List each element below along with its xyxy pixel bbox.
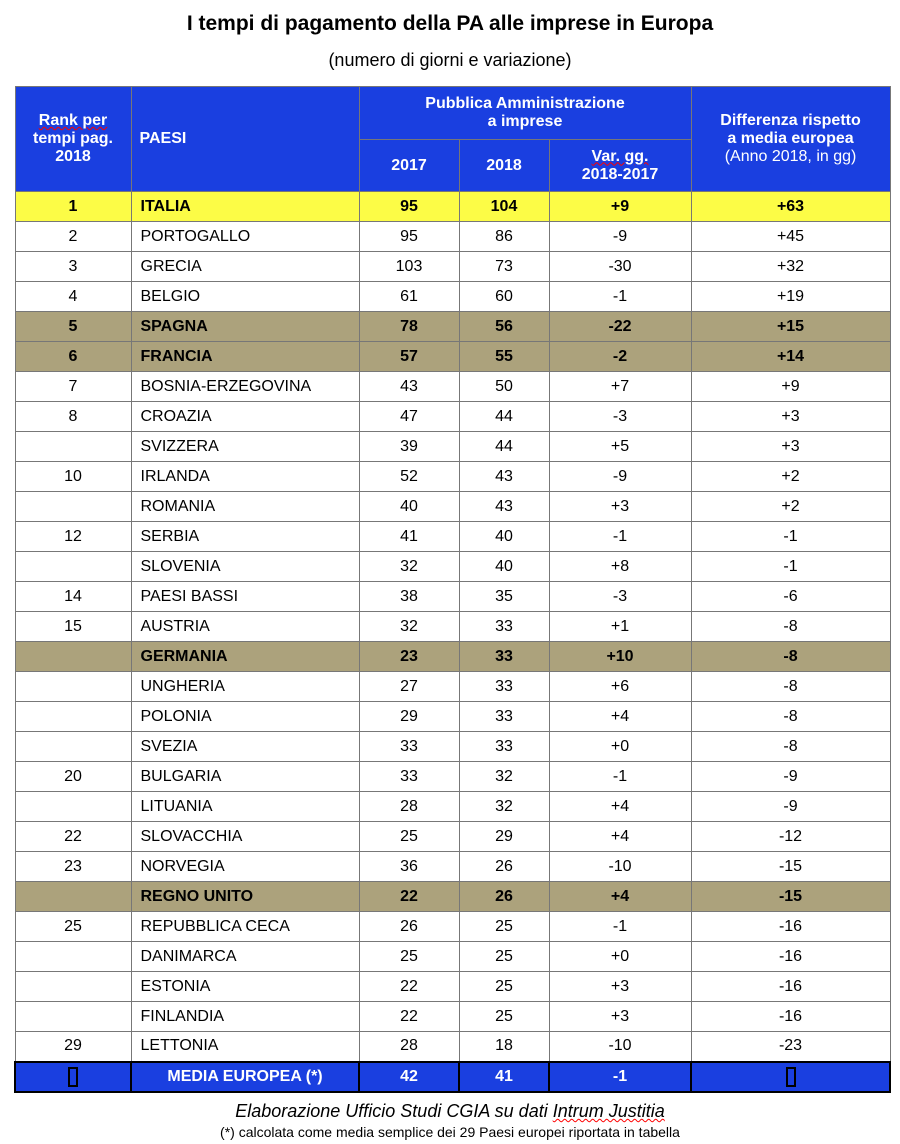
header-paesi: PAESI [131, 87, 359, 192]
rank-cell: 12 [15, 522, 131, 552]
rank-cell [15, 1002, 131, 1032]
header-diff: Differenza rispetto a media europea (Anno 2018, in gg) [691, 87, 890, 192]
value-2018-cell: 43 [459, 462, 549, 492]
country-cell: BOSNIA-ERZEGOVINA [131, 372, 359, 402]
header-rank: Rank per tempi pag. 2018 [15, 87, 131, 192]
variation-cell: -1 [549, 762, 691, 792]
table-row [15, 852, 890, 882]
difference-cell: +63 [691, 192, 890, 222]
rank-cell: 22 [15, 822, 131, 852]
country-cell: NORVEGIA [131, 852, 359, 882]
value-2018-cell: 104 [459, 192, 549, 222]
difference-cell: +3 [691, 432, 890, 462]
rank-cell [15, 882, 131, 912]
variation-cell: +3 [549, 492, 691, 522]
table-row [15, 432, 890, 462]
variation-cell: -3 [549, 402, 691, 432]
table-row [15, 522, 890, 552]
table-row [15, 282, 890, 312]
value-2018-cell: 32 [459, 762, 549, 792]
table-row [15, 582, 890, 612]
difference-cell: +14 [691, 342, 890, 372]
variation-cell: +4 [549, 882, 691, 912]
rank-cell: 5 [15, 312, 131, 342]
country-cell: IRLANDA [131, 462, 359, 492]
placeholder-box-icon [68, 1067, 78, 1087]
variation-cell: -22 [549, 312, 691, 342]
rank-cell: 10 [15, 462, 131, 492]
value-2018-cell: 73 [459, 252, 549, 282]
value-2017-cell: 28 [359, 1032, 459, 1062]
variation-cell: +1 [549, 612, 691, 642]
difference-cell: -9 [691, 792, 890, 822]
value-2017-cell: 22 [359, 972, 459, 1002]
table-row [15, 762, 890, 792]
value-2018-cell: 56 [459, 312, 549, 342]
value-2017-cell: 78 [359, 312, 459, 342]
value-2017-cell: 47 [359, 402, 459, 432]
table-row [15, 972, 890, 1002]
difference-cell: -8 [691, 612, 890, 642]
country-cell: REPUBBLICA CECA [131, 912, 359, 942]
value-2017-cell: 33 [359, 762, 459, 792]
difference-cell: +2 [691, 462, 890, 492]
table-row [15, 672, 890, 702]
rank-cell: 23 [15, 852, 131, 882]
country-cell: UNGHERIA [131, 672, 359, 702]
value-2017-cell: 28 [359, 792, 459, 822]
value-2018-cell: 44 [459, 432, 549, 462]
value-2018-cell: 32 [459, 792, 549, 822]
difference-cell: +15 [691, 312, 890, 342]
value-2018-cell: 40 [459, 522, 549, 552]
difference-cell: -15 [691, 852, 890, 882]
country-cell: GERMANIA [131, 642, 359, 672]
variation-cell: -1 [549, 522, 691, 552]
variation-cell: -3 [549, 582, 691, 612]
value-2018-cell: 29 [459, 822, 549, 852]
difference-cell: +32 [691, 252, 890, 282]
value-2017-cell: 25 [359, 822, 459, 852]
difference-cell: -8 [691, 702, 890, 732]
rank-cell [15, 492, 131, 522]
header-2017: 2017 [359, 140, 459, 192]
table-row [15, 402, 890, 432]
table-row [15, 1002, 890, 1032]
average-var: -1 [549, 1062, 691, 1092]
value-2017-cell: 22 [359, 882, 459, 912]
table-row [15, 612, 890, 642]
average-2018: 41 [459, 1062, 549, 1092]
variation-cell: +4 [549, 792, 691, 822]
average-diff-cell [691, 1062, 890, 1092]
value-2018-cell: 55 [459, 342, 549, 372]
value-2017-cell: 22 [359, 1002, 459, 1032]
rank-cell [15, 672, 131, 702]
difference-cell: -16 [691, 912, 890, 942]
value-2017-cell: 39 [359, 432, 459, 462]
value-2018-cell: 33 [459, 612, 549, 642]
rank-cell: 20 [15, 762, 131, 792]
difference-cell: -23 [691, 1032, 890, 1062]
rank-cell: 15 [15, 612, 131, 642]
table-row [15, 372, 890, 402]
table-row [15, 792, 890, 822]
country-cell: CROAZIA [131, 402, 359, 432]
variation-cell: +5 [549, 432, 691, 462]
value-2017-cell: 36 [359, 852, 459, 882]
value-2017-cell: 57 [359, 342, 459, 372]
average-2017: 42 [359, 1062, 459, 1092]
variation-cell: +6 [549, 672, 691, 702]
rank-cell [15, 702, 131, 732]
difference-cell: -9 [691, 762, 890, 792]
value-2018-cell: 26 [459, 852, 549, 882]
rank-cell: 6 [15, 342, 131, 372]
value-2018-cell: 40 [459, 552, 549, 582]
value-2017-cell: 32 [359, 612, 459, 642]
variation-cell: -30 [549, 252, 691, 282]
difference-cell: -1 [691, 522, 890, 552]
value-2018-cell: 25 [459, 972, 549, 1002]
difference-cell: -8 [691, 672, 890, 702]
country-cell: ESTONIA [131, 972, 359, 1002]
variation-cell: -10 [549, 852, 691, 882]
table-row [15, 222, 890, 252]
variation-cell: -9 [549, 462, 691, 492]
value-2018-cell: 25 [459, 912, 549, 942]
value-2017-cell: 43 [359, 372, 459, 402]
table-row [15, 492, 890, 522]
table-row [15, 942, 890, 972]
variation-cell: +3 [549, 972, 691, 1002]
value-2017-cell: 38 [359, 582, 459, 612]
variation-cell: +7 [549, 372, 691, 402]
rank-cell: 3 [15, 252, 131, 282]
country-cell: GRECIA [131, 252, 359, 282]
table-row [15, 912, 890, 942]
variation-cell: -10 [549, 1032, 691, 1062]
variation-cell: -9 [549, 222, 691, 252]
value-2018-cell: 43 [459, 492, 549, 522]
value-2017-cell: 95 [359, 222, 459, 252]
value-2017-cell: 103 [359, 252, 459, 282]
country-cell: SLOVENIA [131, 552, 359, 582]
variation-cell: -1 [549, 282, 691, 312]
country-cell: POLONIA [131, 702, 359, 732]
payment-times-table [14, 86, 891, 1093]
difference-cell: +19 [691, 282, 890, 312]
difference-cell: +3 [691, 402, 890, 432]
value-2017-cell: 25 [359, 942, 459, 972]
variation-cell: +9 [549, 192, 691, 222]
value-2017-cell: 33 [359, 732, 459, 762]
country-cell: ITALIA [131, 192, 359, 222]
rank-cell [15, 642, 131, 672]
difference-cell: -15 [691, 882, 890, 912]
table-row [15, 882, 890, 912]
country-cell: AUSTRIA [131, 612, 359, 642]
country-cell: SLOVACCHIA [131, 822, 359, 852]
variation-cell: +8 [549, 552, 691, 582]
value-2018-cell: 44 [459, 402, 549, 432]
table-row [15, 342, 890, 372]
placeholder-box-icon [786, 1067, 796, 1087]
rank-cell: 25 [15, 912, 131, 942]
variation-cell: -2 [549, 342, 691, 372]
value-2018-cell: 33 [459, 702, 549, 732]
value-2018-cell: 33 [459, 732, 549, 762]
table-row [15, 1032, 890, 1062]
rank-cell: 7 [15, 372, 131, 402]
value-2017-cell: 27 [359, 672, 459, 702]
rank-cell: 8 [15, 402, 131, 432]
rank-cell: 4 [15, 282, 131, 312]
difference-cell: -16 [691, 972, 890, 1002]
country-cell: REGNO UNITO [131, 882, 359, 912]
header-2018: 2018 [459, 140, 549, 192]
average-row [15, 1062, 890, 1092]
country-cell: LITUANIA [131, 792, 359, 822]
value-2017-cell: 61 [359, 282, 459, 312]
table-row [15, 642, 890, 672]
value-2018-cell: 25 [459, 1002, 549, 1032]
value-2017-cell: 23 [359, 642, 459, 672]
variation-cell: +4 [549, 822, 691, 852]
rank-cell: 2 [15, 222, 131, 252]
table-row [15, 462, 890, 492]
difference-cell: -16 [691, 1002, 890, 1032]
country-cell: FRANCIA [131, 342, 359, 372]
value-2017-cell: 26 [359, 912, 459, 942]
difference-cell: -12 [691, 822, 890, 852]
country-cell: ROMANIA [131, 492, 359, 522]
difference-cell: +2 [691, 492, 890, 522]
rank-cell: 29 [15, 1032, 131, 1062]
variation-cell: +10 [549, 642, 691, 672]
country-cell: BULGARIA [131, 762, 359, 792]
value-2018-cell: 18 [459, 1032, 549, 1062]
variation-cell: +3 [549, 1002, 691, 1032]
difference-cell: -8 [691, 642, 890, 672]
header-var: Var. gg. 2018-2017 [549, 140, 691, 192]
table-row [15, 732, 890, 762]
variation-cell: +0 [549, 942, 691, 972]
value-2018-cell: 35 [459, 582, 549, 612]
footnote: (*) calcolata come media semplice dei 29 Paesi europei riportata in tabella [220, 1124, 680, 1140]
value-2017-cell: 29 [359, 702, 459, 732]
page-subtitle: (numero di giorni e variazione) [328, 50, 572, 70]
country-cell: LETTONIA [131, 1032, 359, 1062]
value-2018-cell: 33 [459, 642, 549, 672]
country-cell: BELGIO [131, 282, 359, 312]
value-2017-cell: 95 [359, 192, 459, 222]
rank-cell [15, 732, 131, 762]
country-cell: PAESI BASSI [131, 582, 359, 612]
table-row [15, 192, 890, 222]
variation-cell: +4 [549, 702, 691, 732]
value-2018-cell: 25 [459, 942, 549, 972]
rank-cell [15, 552, 131, 582]
rank-cell [15, 792, 131, 822]
difference-cell: +45 [691, 222, 890, 252]
value-2018-cell: 86 [459, 222, 549, 252]
value-2018-cell: 26 [459, 882, 549, 912]
source-line: Elaborazione Ufficio Studi CGIA su dati Intrum Justitia [235, 1101, 665, 1121]
country-cell: SPAGNA [131, 312, 359, 342]
difference-cell: -16 [691, 942, 890, 972]
table-body [15, 192, 890, 1062]
value-2018-cell: 33 [459, 672, 549, 702]
table-row [15, 252, 890, 282]
rank-cell [15, 942, 131, 972]
value-2017-cell: 52 [359, 462, 459, 492]
country-cell: FINLANDIA [131, 1002, 359, 1032]
table-row [15, 702, 890, 732]
rank-cell: 14 [15, 582, 131, 612]
variation-cell: +0 [549, 732, 691, 762]
average-rank-cell [15, 1062, 131, 1092]
value-2017-cell: 41 [359, 522, 459, 552]
table-row [15, 312, 890, 342]
difference-cell: -8 [691, 732, 890, 762]
page-title: I tempi di pagamento della PA alle imprese in Europa [186, 12, 714, 35]
table-row [15, 552, 890, 582]
country-cell: PORTOGALLO [131, 222, 359, 252]
country-cell: DANIMARCA [131, 942, 359, 972]
country-cell: SERBIA [131, 522, 359, 552]
table-row [15, 822, 890, 852]
rank-cell [15, 972, 131, 1002]
rank-cell [15, 432, 131, 462]
country-cell: SVIZZERA [131, 432, 359, 462]
value-2017-cell: 32 [359, 552, 459, 582]
difference-cell: -6 [691, 582, 890, 612]
country-cell: SVEZIA [131, 732, 359, 762]
value-2017-cell: 40 [359, 492, 459, 522]
rank-cell: 1 [15, 192, 131, 222]
difference-cell: -1 [691, 552, 890, 582]
value-2018-cell: 50 [459, 372, 549, 402]
header-pa-group: Pubblica Amministrazione a imprese [359, 87, 691, 140]
variation-cell: -1 [549, 912, 691, 942]
value-2018-cell: 60 [459, 282, 549, 312]
difference-cell: +9 [691, 372, 890, 402]
average-label: MEDIA EUROPEA (*) [131, 1062, 359, 1092]
